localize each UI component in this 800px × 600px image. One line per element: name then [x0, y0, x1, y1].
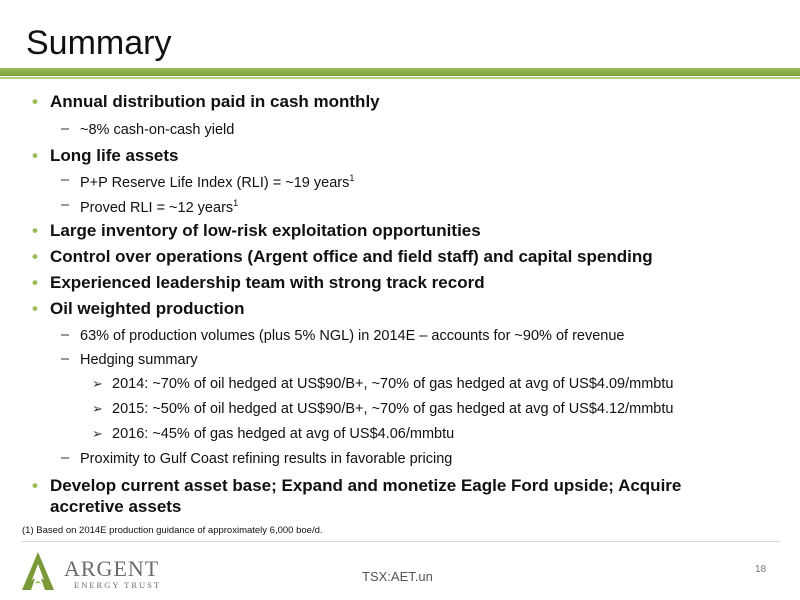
bullet-text: P+P Reserve Life Index (RLI) = ~19 years — [80, 174, 350, 191]
bullet-text: Develop current asset base; Expand and monetize Eagle Ford upside; Acquire — [50, 476, 682, 495]
title-divider-line — [0, 77, 800, 79]
bullet-item-level-1 — [32, 299, 245, 319]
bullet-item-level-2 — [61, 351, 198, 368]
bullet-item-level-1 — [50, 497, 181, 517]
bullet-marker: ➢ — [92, 426, 103, 441]
bullet-text: 2014: ~70% of oil hedged at US$90/B+, ~70% of gas hedged at avg of US$4.09/mmbtu — [112, 376, 674, 392]
bullet-marker: • — [32, 299, 38, 318]
bullet-marker: • — [32, 221, 38, 240]
bullet-marker: • — [32, 273, 38, 292]
argent-logo-icon — [18, 550, 58, 594]
bullet-item-level-2 — [61, 121, 235, 138]
page-number: 18 — [755, 564, 767, 575]
bullet-item-level-1 — [32, 476, 682, 496]
ticker-symbol: TSX:AET.un — [362, 569, 433, 584]
bullet-marker: – — [61, 351, 70, 367]
slide-title: Summary — [26, 24, 172, 62]
company-logo — [18, 550, 178, 595]
bullet-text: accretive assets — [50, 497, 182, 516]
bullet-item-level-1 — [32, 146, 179, 166]
bullet-item-level-1 — [32, 247, 653, 267]
bullet-text: Proximity to Gulf Coast refining results in favorable pricing — [80, 451, 453, 467]
bullet-marker: • — [32, 92, 38, 111]
bullet-text: Proved RLI = ~12 years — [80, 199, 234, 216]
bullet-text: 2015: ~50% of oil hedged at US$90/B+, ~70% of gas hedged at avg of US$4.12/mmbtu — [112, 401, 674, 417]
bullet-text: Annual distribution paid in cash monthly — [50, 92, 380, 111]
bullet-item-level-2 — [61, 327, 625, 344]
bullet-text: Control over operations (Argent office and field staff) and capital spending — [50, 247, 653, 266]
bullet-marker: – — [61, 197, 70, 213]
bullet-marker: – — [61, 327, 70, 343]
bullet-text: Oil weighted production — [50, 299, 245, 318]
bullet-item-level-3 — [92, 426, 455, 442]
footnote-ref: 1 — [233, 198, 239, 208]
bullet-marker: ➢ — [92, 376, 103, 391]
bullet-item-level-2 — [61, 450, 453, 467]
bullet-item-level-1 — [32, 221, 481, 241]
bullet-marker: • — [32, 476, 38, 495]
bullet-marker: – — [61, 172, 70, 188]
bullet-marker: • — [32, 146, 38, 165]
bullet-item-level-1 — [32, 273, 485, 293]
bullet-item-level-3 — [92, 401, 674, 417]
footnote: (1) Based on 2014E production guidance of approximately 6,000 boe/d. — [22, 525, 323, 536]
bullet-marker: • — [32, 247, 38, 266]
bullet-text: Long life assets — [50, 146, 179, 165]
bullet-text: Hedging summary — [80, 352, 198, 368]
bullet-item-level-2 — [61, 172, 355, 191]
footnote-ref: 1 — [349, 173, 355, 183]
bullet-item-level-1 — [32, 92, 380, 112]
logo-name: ARGENT — [64, 556, 160, 581]
logo-subtitle: ENERGY TRUST — [74, 580, 162, 590]
bullet-text: Large inventory of low-risk exploitation opportunities — [50, 221, 481, 240]
bullet-text: 2016: ~45% of gas hedged at avg of US$4.06/mmbtu — [112, 426, 455, 442]
bullet-item-level-2 — [61, 197, 239, 216]
bullet-text: ~8% cash-on-cash yield — [80, 122, 235, 138]
bullet-marker: ➢ — [92, 401, 103, 416]
bullet-marker: – — [61, 121, 70, 137]
bullet-item-level-3 — [92, 376, 674, 392]
title-divider-bar — [0, 68, 800, 76]
footer-divider — [22, 541, 780, 542]
bullet-text: 63% of production volumes (plus 5% NGL) in 2014E – accounts for ~90% of revenue — [80, 328, 625, 344]
bullet-text: Experienced leadership team with strong track record — [50, 273, 485, 292]
bullet-marker: – — [61, 450, 70, 466]
